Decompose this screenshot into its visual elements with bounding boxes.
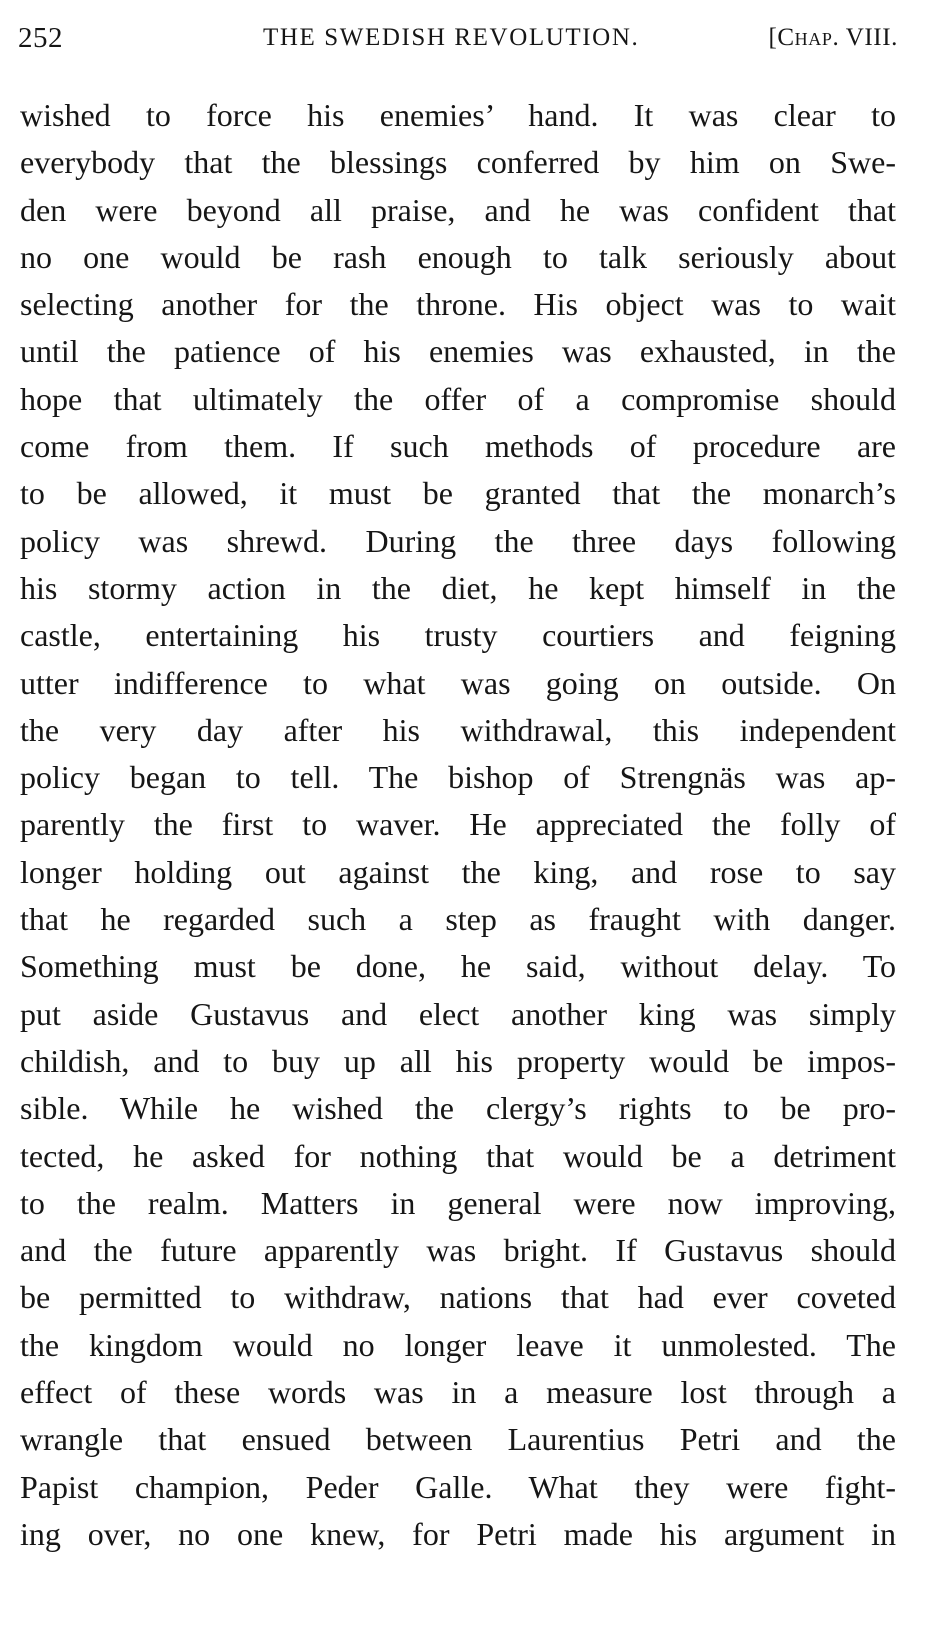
text-line: until the patience of his enemies was exhausted, in the (20, 333, 896, 370)
text-line: no one would be rash enough to talk seriously about (20, 238, 896, 275)
chapter-label: Chap. (777, 24, 840, 51)
text-line: the kingdom would no longer leave it unmolested. The (20, 1326, 896, 1363)
text-line: wished to force his enemies’ hand. It was clear to (20, 97, 896, 133)
text-line: castle, entertaining his trusty courtiers and feigning (20, 617, 896, 654)
text-line: parently the first to waver. He appreciated the folly of (20, 806, 896, 843)
text-line: sible. While he wished the clergy’s rights to be pro- (20, 1090, 896, 1127)
text-line: that he regarded such a step as fraught with danger. (20, 901, 896, 938)
chapter-reference (768, 16, 898, 60)
body-text (20, 92, 896, 1558)
text-line: childish, and to buy up all his property would be impos- (20, 1042, 896, 1079)
text-line: the very day after his withdrawal, this independent (20, 711, 896, 748)
text-line: hope that ultimately the offer of a compromise should (20, 380, 896, 417)
text-line: to be allowed, it must be granted that the monarch’s (20, 475, 896, 512)
text-line: be permitted to withdraw, nations that had ever coveted (20, 1279, 896, 1316)
page-number: 252 (18, 22, 63, 54)
text-line: policy began to tell. The bishop of Strengnäs was ap- (20, 759, 896, 796)
text-line: den were beyond all praise, and he was confident that (20, 191, 896, 228)
text-line: selecting another for the throne. His object was to wait (20, 286, 896, 323)
text-line: policy was shrewd. During the three days following (20, 522, 896, 559)
text-line: everybody that the blessings conferred by him on Swe- (20, 144, 896, 181)
text-line: to the realm. Matters in general were now improving, (20, 1184, 896, 1221)
text-line: Papist champion, Peder Galle. What they were fight- (20, 1468, 896, 1505)
text-line: effect of these words was in a measure lost through a (20, 1374, 896, 1411)
text-line: tected, he asked for nothing that would be a detriment (20, 1137, 896, 1174)
text-line: utter indifference to what was going on outside. On (20, 664, 896, 701)
text-line: wrangle that ensued between Laurentius Petri and the (20, 1421, 896, 1458)
running-title: THE SWEDISH REVOLUTION. (263, 24, 640, 51)
text-line: put aside Gustavus and elect another king was simply (20, 995, 896, 1032)
text-line: and the future apparently was bright. If Gustavus should (20, 1232, 896, 1269)
text-line: longer holding out against the king, and rose to say (20, 853, 896, 890)
text-line: Something must be done, he said, without delay. To (20, 948, 896, 985)
chapter-bracket: [ (768, 24, 778, 51)
text-line: come from them. If such methods of procedure are (20, 428, 896, 465)
chapter-number: VIII. (845, 24, 898, 51)
text-line: his stormy action in the diet, he kept himself in the (20, 569, 896, 606)
running-head (18, 16, 898, 60)
text-line: ing over, no one knew, for Petri made his argument in (20, 1515, 896, 1552)
